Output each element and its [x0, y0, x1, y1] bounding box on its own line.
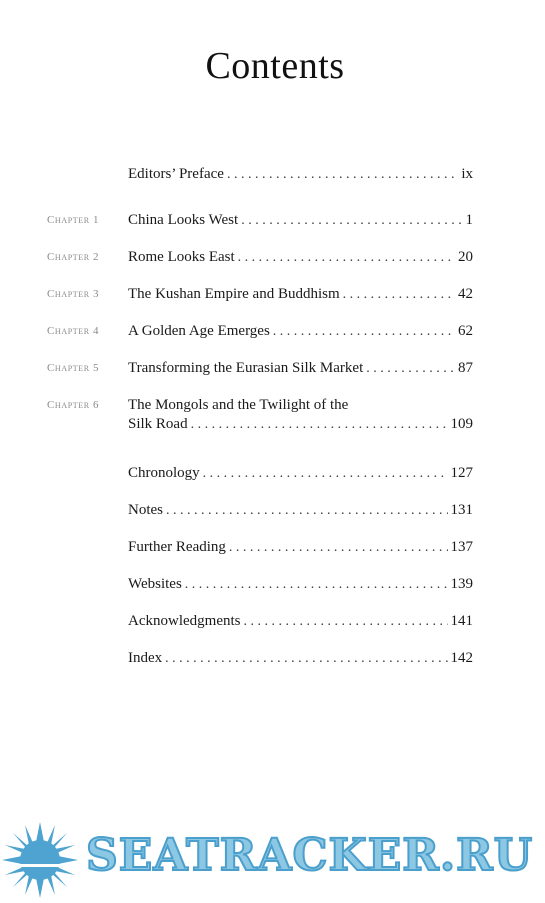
- toc-entry-page: 1: [465, 212, 473, 228]
- dot-leader: [227, 167, 458, 183]
- toc-entry-title: Websites: [128, 576, 182, 592]
- toc-entry-page: 109: [450, 416, 473, 432]
- toc-entry-title-line-2: Silk Road: [128, 416, 188, 432]
- toc-entry-page: 139: [450, 576, 473, 592]
- dot-leader: [241, 213, 462, 229]
- chapter-label: Chapter 4: [47, 325, 100, 337]
- toc-entry-title: Editors’ Preface: [128, 166, 224, 182]
- toc-entry-further-reading[interactable]: [0, 539, 545, 559]
- toc-entry-index[interactable]: [0, 650, 545, 670]
- toc-entry-title-line-1: The Mongols and the Twilight of the: [128, 397, 349, 413]
- toc-entry-page: ix: [461, 166, 473, 182]
- chapter-label: Chapter 5: [47, 362, 100, 374]
- watermark-text: SEATRACKER.RU: [86, 830, 534, 881]
- toc-entry-title: The Kushan Empire and Buddhism: [128, 286, 340, 302]
- toc-entry-page: 87: [458, 360, 473, 376]
- toc-entry-title: China Looks West: [128, 212, 239, 228]
- toc-entry-title: Rome Looks East: [128, 249, 235, 265]
- dot-leader: [166, 503, 448, 519]
- toc-entry-page: 141: [450, 613, 473, 629]
- toc-entry-websites[interactable]: [0, 576, 545, 596]
- toc-entry-title: Further Reading: [128, 539, 226, 555]
- toc-entry-page: 137: [450, 539, 473, 555]
- toc-entry-chapter-4[interactable]: [0, 323, 545, 343]
- chapter-label: Chapter 2: [47, 251, 100, 263]
- toc-entry-page: 20: [458, 249, 473, 265]
- toc-entry-title: A Golden Age Emerges: [128, 323, 270, 339]
- toc-entry-chapter-6[interactable]: [0, 397, 545, 437]
- chapter-label: Chapter 6: [47, 399, 100, 411]
- toc-entry-page: 42: [458, 286, 473, 302]
- toc-entry-chapter-2[interactable]: [0, 249, 545, 269]
- sun-burst-icon: [0, 820, 80, 900]
- toc-entry-page: 127: [450, 465, 473, 481]
- chapter-label: Chapter 1: [47, 214, 100, 226]
- toc-entry-title: Chronology: [128, 465, 200, 481]
- dot-leader: [185, 577, 448, 593]
- dot-leader: [191, 417, 448, 433]
- dot-leader: [343, 287, 455, 303]
- toc-entry-page: 142: [450, 650, 473, 666]
- toc-entry-page: 131: [450, 502, 473, 518]
- dot-leader: [243, 614, 447, 630]
- toc-entry-title: Acknowledgments: [128, 613, 241, 629]
- toc-entry-acknowledgments[interactable]: [0, 613, 545, 633]
- toc-entry-title: Index: [128, 650, 163, 666]
- toc-entry-preface[interactable]: [0, 166, 545, 186]
- dot-leader: [366, 361, 455, 377]
- watermark: [0, 820, 545, 900]
- toc-entry-chapter-1[interactable]: [0, 212, 545, 232]
- toc-entry-chronology[interactable]: [0, 465, 545, 485]
- dot-leader: [203, 466, 448, 482]
- dot-leader: [273, 324, 455, 340]
- dot-leader: [165, 651, 447, 667]
- toc-entry-chapter-3[interactable]: [0, 286, 545, 306]
- chapter-label: Chapter 3: [47, 288, 100, 300]
- toc-entry-notes[interactable]: [0, 502, 545, 522]
- toc-entry-chapter-5[interactable]: [0, 360, 545, 380]
- page-title: Contents: [205, 45, 345, 87]
- dot-leader: [238, 250, 455, 266]
- dot-leader: [229, 540, 448, 556]
- toc-entry-title: Transforming the Eurasian Silk Market: [128, 360, 364, 376]
- toc-entry-page: 62: [458, 323, 473, 339]
- toc-entry-title: Notes: [128, 502, 163, 518]
